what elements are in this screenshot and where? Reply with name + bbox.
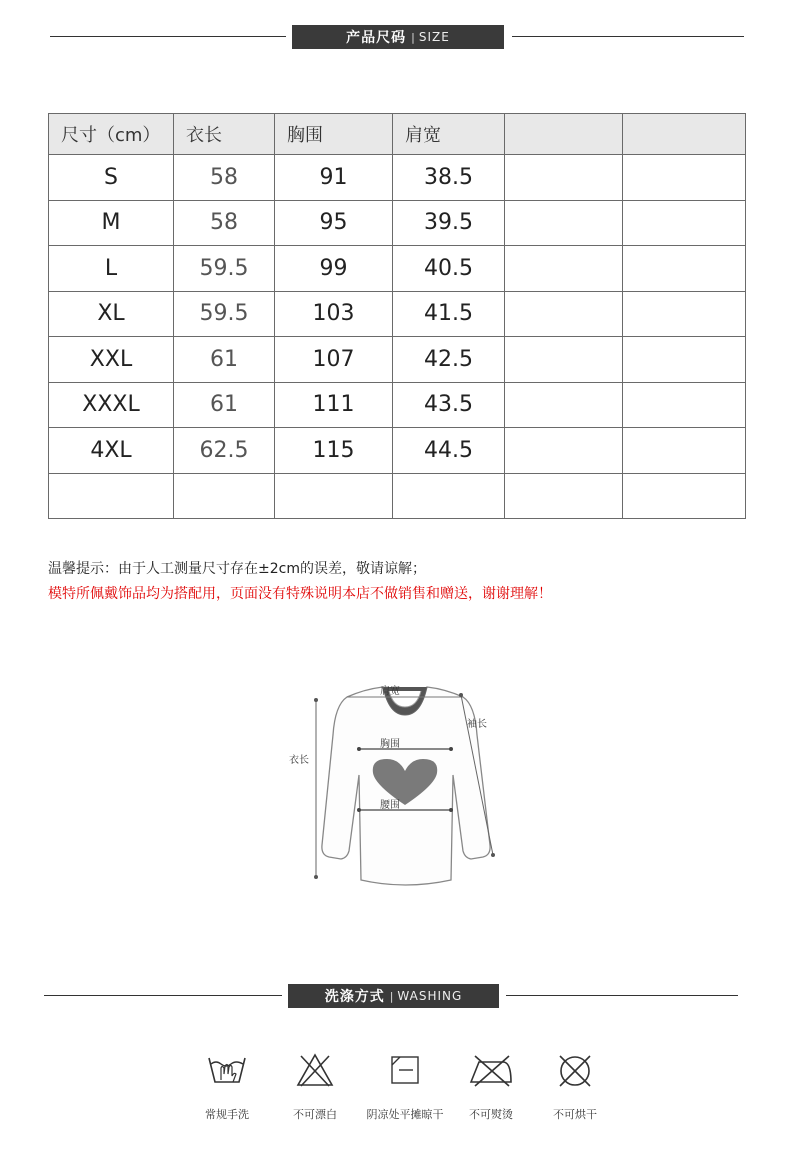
table-cell: L xyxy=(49,246,174,292)
table-cell xyxy=(49,473,174,519)
table-row xyxy=(49,200,746,246)
table-cell: 61 xyxy=(174,382,275,428)
length-label: 衣长 xyxy=(289,755,309,766)
table-cell xyxy=(623,428,746,474)
care-label: 阴凉处平摊晾干 xyxy=(366,1108,444,1121)
table-cell xyxy=(505,428,623,474)
table-cell: 62.5 xyxy=(174,428,275,474)
table-cell: 43.5 xyxy=(393,382,505,428)
table-cell xyxy=(505,200,623,246)
table-cell: 103 xyxy=(275,291,393,337)
shirt-outline-icon xyxy=(285,675,505,895)
table-row xyxy=(49,291,746,337)
table-cell: 95 xyxy=(275,200,393,246)
table-cell xyxy=(505,382,623,428)
table-cell: 40.5 xyxy=(393,246,505,292)
table-cell: XXXL xyxy=(49,382,174,428)
table-header-cell: 肩宽 xyxy=(393,114,505,155)
table-row xyxy=(49,246,746,292)
table-cell xyxy=(275,473,393,519)
dry-flat-shade-icon xyxy=(385,1052,425,1088)
hand-wash-icon xyxy=(205,1052,249,1088)
table-cell: 58 xyxy=(174,200,275,246)
table-cell: 91 xyxy=(275,155,393,201)
table-header-cell xyxy=(623,114,746,155)
wash-title-cn: 洗涤方式 xyxy=(324,989,385,1005)
table-header-cell: 胸围 xyxy=(275,114,393,155)
divider-line xyxy=(512,36,744,37)
wash-section-header xyxy=(0,984,790,1008)
table-cell xyxy=(505,155,623,201)
chest-label: 胸围 xyxy=(380,739,400,750)
divider-line xyxy=(44,995,282,996)
care-label: 不可烘干 xyxy=(553,1108,597,1121)
table-cell xyxy=(623,382,746,428)
divider-line xyxy=(506,995,738,996)
table-cell: 41.5 xyxy=(393,291,505,337)
size-section-title xyxy=(292,25,504,49)
table-cell xyxy=(505,473,623,519)
table-header-cell xyxy=(505,114,623,155)
table-header-cell: 衣长 xyxy=(174,114,275,155)
care-label: 不可漂白 xyxy=(293,1108,337,1121)
table-cell: 59.5 xyxy=(174,291,275,337)
divider-line xyxy=(50,36,286,37)
table-cell: M xyxy=(49,200,174,246)
table-row xyxy=(49,155,746,201)
table-cell xyxy=(505,291,623,337)
care-item-no-bleach xyxy=(270,1052,360,1122)
sleeve-label: 袖长 xyxy=(467,719,487,730)
table-cell: 111 xyxy=(275,382,393,428)
table-cell: 115 xyxy=(275,428,393,474)
table-header-row xyxy=(49,114,746,155)
table-cell: 58 xyxy=(174,155,275,201)
table-row xyxy=(49,473,746,519)
care-item-no-iron xyxy=(446,1052,536,1122)
care-item-no-tumble-dry xyxy=(530,1052,620,1122)
table-cell: 107 xyxy=(275,337,393,383)
table-cell: S xyxy=(49,155,174,201)
size-section-header xyxy=(0,25,790,49)
table-row xyxy=(49,337,746,383)
table-cell xyxy=(623,155,746,201)
table-cell xyxy=(505,246,623,292)
no-iron-icon xyxy=(467,1052,515,1088)
warning-note: 模特所佩戴饰品均为搭配用，页面没有特殊说明本店不做销售和赠送，谢谢理解！ xyxy=(48,586,552,602)
table-cell: XL xyxy=(49,291,174,337)
care-item-dry-flat-shade xyxy=(360,1052,450,1122)
table-cell: 61 xyxy=(174,337,275,383)
size-title-en: SIZE xyxy=(418,30,450,44)
table-cell: 59.5 xyxy=(174,246,275,292)
table-cell: 39.5 xyxy=(393,200,505,246)
size-table xyxy=(48,113,746,519)
table-cell xyxy=(623,200,746,246)
table-cell: 44.5 xyxy=(393,428,505,474)
table-cell: 42.5 xyxy=(393,337,505,383)
table-cell xyxy=(623,473,746,519)
care-item-hand-wash xyxy=(182,1052,272,1122)
table-cell xyxy=(623,337,746,383)
table-cell: 38.5 xyxy=(393,155,505,201)
care-label: 常规手洗 xyxy=(205,1108,249,1121)
shoulder-label: 肩宽 xyxy=(380,686,400,697)
table-cell xyxy=(393,473,505,519)
table-cell: 99 xyxy=(275,246,393,292)
waist-label: 腰围 xyxy=(380,800,400,811)
wash-section-title xyxy=(288,984,499,1008)
title-separator: | xyxy=(389,989,394,1003)
title-separator: | xyxy=(411,30,415,44)
tip-note: 温馨提示：由于人工测量尺寸存在±2cm的误差，敬请谅解； xyxy=(48,561,426,577)
table-cell: XXL xyxy=(49,337,174,383)
no-tumble-dry-icon xyxy=(555,1052,595,1088)
table-cell: 4XL xyxy=(49,428,174,474)
table-cell xyxy=(623,246,746,292)
size-title-cn: 产品尺码 xyxy=(346,30,407,46)
no-bleach-icon xyxy=(295,1052,335,1088)
table-row xyxy=(49,428,746,474)
measurement-diagram xyxy=(285,675,505,895)
table-cell xyxy=(505,337,623,383)
table-row xyxy=(49,382,746,428)
table-header-cell: 尺寸（cm） xyxy=(49,114,174,155)
table-cell xyxy=(623,291,746,337)
table-cell xyxy=(174,473,275,519)
care-label: 不可熨烫 xyxy=(469,1108,513,1121)
wash-title-en: WASHING xyxy=(397,989,463,1003)
